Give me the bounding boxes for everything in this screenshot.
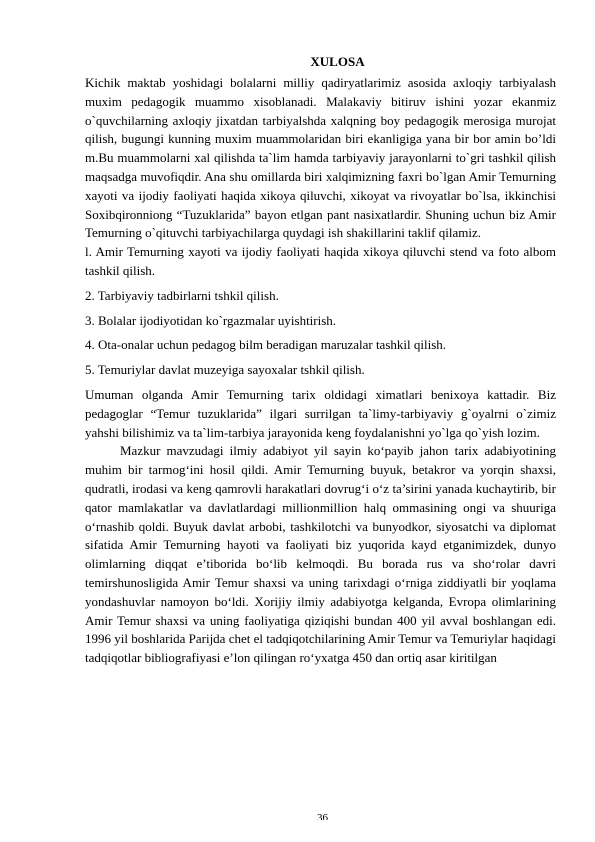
list-item-2: 2. Tarbiyaviy tadbirlarni tshkil qilish. — [85, 287, 279, 303]
literature-paragraph: Mazkur mavzudagi ilmiy adabiyot yil sayin ko‘payib jahon tarix adabiyotining muhim bir tarmog‘ini hosil qildi. Amir Temurning buyuk, betakror va yorqin shaxsi, qudratli, irodasi va keng qamrovli harakatlari dovrug‘i o‘z ta’sirini yanada kuchaytirib, bir qator mamlakatlar va davlatlardagi millionmillion halq ommasining ongi va shuuriga o‘rnashib qoldi. Buyuk davlat arbobi, tashkilotchi va bunyodkor, siyosatchi va diplomat sifatida Amir Temurning hayoti va faoliyati biz yuqorida kayd etganimizdek, dunyo olimlarning diqqat e’tiborida bo‘lib kelmoqdi. Bu borada rus va sho‘rolar davri temirshunosligida Amir Temur shaxsi va uning tarixdagi o‘rniga ziddiyatli bir yoqlama yondashuvlar namoyon bo‘ldi. Xorijiy ilmiy adabiyotga kelganda, Evropa olimlarining Amir Temur shaxsi va uning faoliyatiga qiziqishi bundan 400 yil avval boshlangan edi. 1996 yil boshlarida Parijda chet el tadqiqotchilarining Amir Temur va Temuriylar haqidagi tadqiqotlar bibliografiyasi e’lon qilingan ro‘yxatga 450 dan ortiq asar kiritilgan — [85, 443, 557, 666]
intro-paragraph: Kichik maktab yoshidagi bolalarni milliy qadiryatlarimiz asosida axloqiy tarbiyalash muxim pedagogik muammo xisoblanadi. Malakaviy bitiruv ishini yozar ekanmiz o`quvchilarning axloqiy jixatdan tarbiyalshda xalqning boy pedagogik merosiga murojat qilish, bugungi kunning muxim muammolaridan biri ekanligiga yana bir bor amin bo’ldi m.Bu muammolarni xal qilishda ta`lim hamda tarbiyaviy jarayonlarni to`gri tashkil qilish maqsadga muvofiqdir. Ana shu omillarda biri xalqimizning faxri bo`lgan Amir Temurning xayoti va ijodiy faoliyati haqida xikoya qiluvchi, xikoyat va rivoyatlar bo`lsa, ikkinchisi Soxibqironniong “Tuzuklarida” bayon etlgan pant nasixatlardir. Shuning uchun biz Amir Temurning o`qituvchi tarbiyachilarga quydagi ish shakillarini taklif qilamiz. — [85, 75, 556, 241]
list-item-1: l. Amir Temurning xayoti va ijodiy faoliyati haqida xikoya qiluvchi stend va foto albom tashkil qilish. — [85, 244, 556, 278]
document-page — [85, 52, 556, 668]
list-item-3: 3. Bolalar ijodiyotidan ko`rgazmalar uyishtirish. — [85, 312, 337, 328]
list-item-4: 4. Ota-onalar uchun pedagog bilm beradigan maruzalar tashkil qilish. — [85, 337, 446, 353]
list-item-5: 5. Temuriylar davlat muzeyiga sayoxalar tshkil qilish. — [85, 362, 365, 378]
page-number: 36 — [317, 812, 328, 820]
section-heading: XULOSA — [310, 54, 365, 69]
summary-paragraph: Umuman olganda Amir Temurning tarix oldidagi ximatlari benixoya kattadir. Biz pedagoglar “Temur tuzuklarida” ilgari surrilgan ta`limy-tarbiyaviy g`oyalrni o`zimiz yahshi bilishimiz va ta`lim-tarbiya jarayonida keng foydalanishni yo`lga qo`yish lozim. — [85, 386, 556, 440]
